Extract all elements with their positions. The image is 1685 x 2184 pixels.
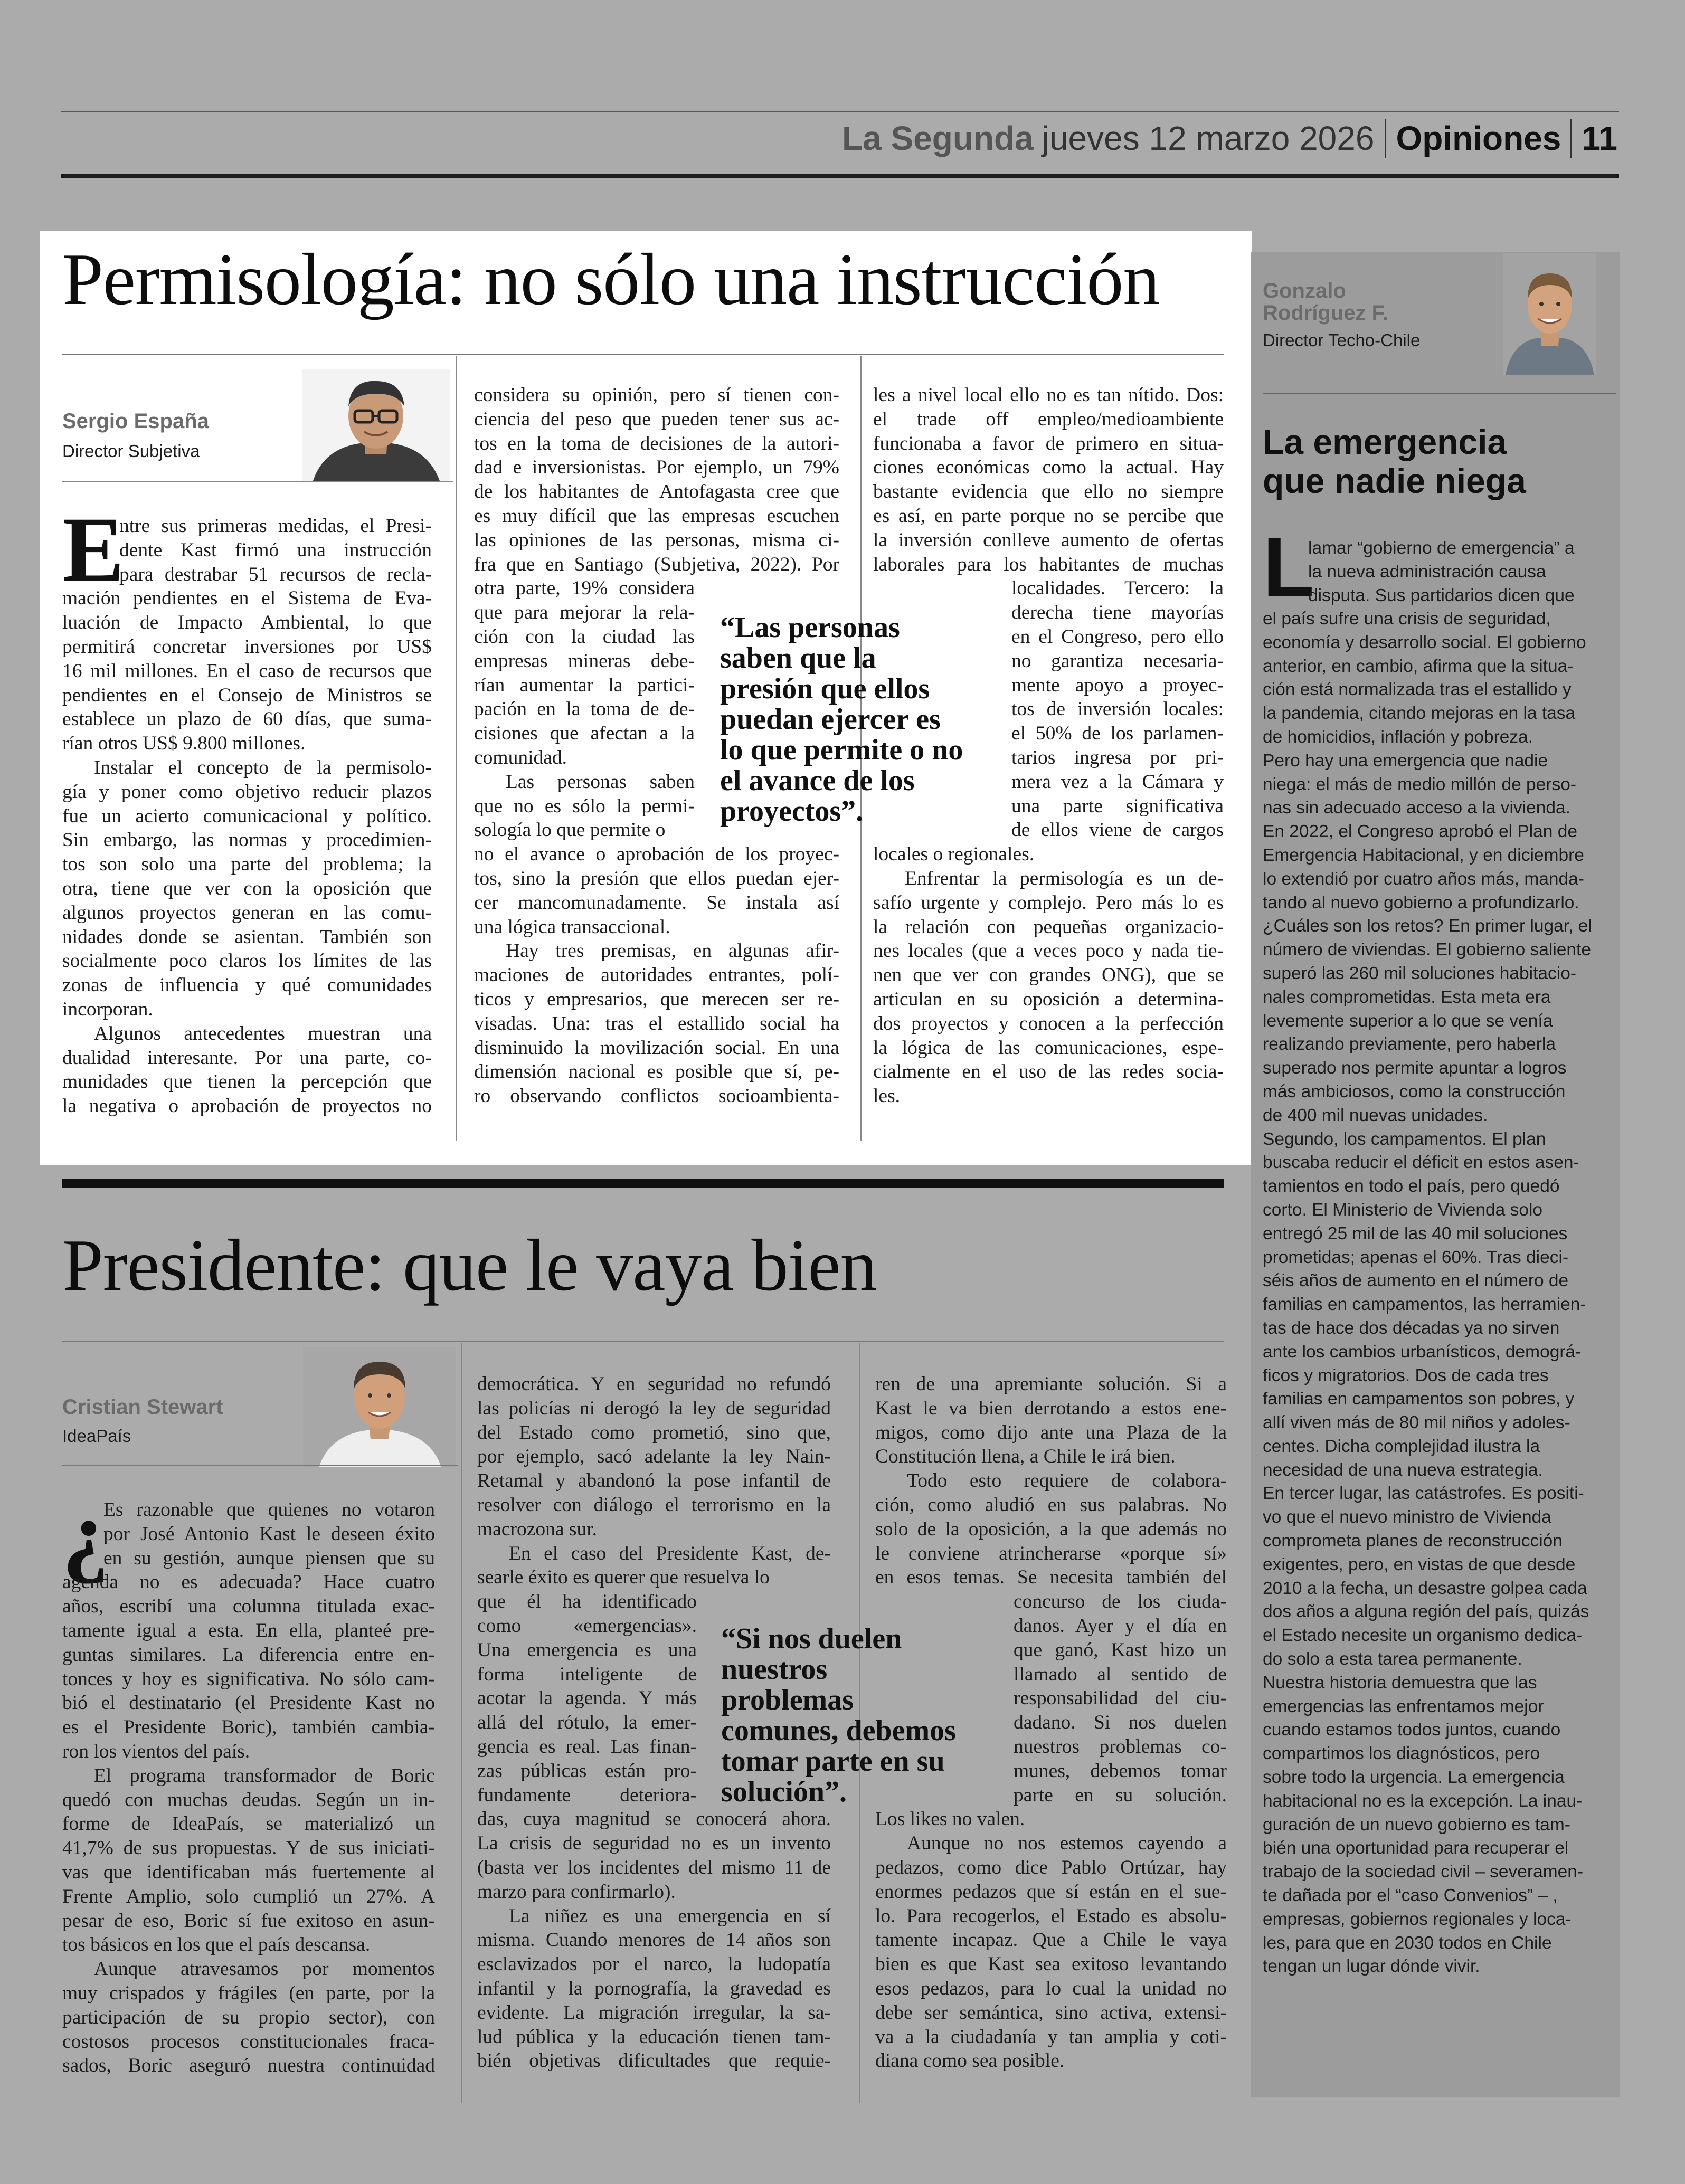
text-line: enormes pedazos que sí están en el sue- (875, 1881, 1227, 1903)
text-line: 2010 a la fecha, un desastre golpea cada (1263, 1578, 1587, 1598)
text-line: fue un acierto comunicacional y político. (62, 805, 432, 827)
text-line: sados, Boric aseguró nuestra continuidad (62, 2055, 435, 2077)
text-line: 16 mil millones. En el caso de recursos que (62, 660, 432, 682)
text-line: entregó 25 mil de las 40 mil soluciones (1263, 1223, 1568, 1243)
article2-dropcap: ¿ (62, 1482, 109, 1585)
text-line: acotar la agenda. Y más (477, 1687, 697, 1710)
text-line: años, escribí una columna titulada exac- (62, 1596, 435, 1618)
text-line: necesidad de una nueva estrategia. (1263, 1460, 1543, 1480)
text-line: En 2022, el Congreso aprobó el Plan de (1263, 822, 1577, 842)
text-line: ficos y migratorios. Dos de cada tres (1263, 1365, 1549, 1385)
text-line: ción con la ciudad las (474, 625, 695, 648)
text-line: misma. Cuando menores de 14 años son (477, 1929, 831, 1951)
text-line: exigentes, pero, en vistas de que desde (1263, 1554, 1576, 1574)
text-line: El programa transformador de Boric (94, 1764, 435, 1787)
article2-headline-rule (62, 1341, 1224, 1342)
text-line: familias en campamentos, las herramien- (1263, 1295, 1586, 1315)
text-line: algunos proyectos generan en las comu- (62, 901, 432, 924)
text-line: participación de su propio sector), con (62, 2006, 435, 2028)
text-line: tos son solo una parte del problema; la (62, 853, 432, 876)
text-line: fundamente deteriora- (477, 1784, 697, 1806)
text-line: ntre sus primeras medidas, el Presi- (119, 515, 432, 537)
text-line: la inversión conlleve aumento de ofertas (873, 529, 1224, 551)
text-line: nidades donde se asientan. También son (62, 926, 432, 948)
text-line: Enfrentar la permisología es un de- (905, 867, 1224, 889)
text-line: el 50% de los parlamen- (1011, 723, 1224, 745)
text-line: tamientos en todo el país, pero quedó (1263, 1176, 1560, 1197)
pullquote-line: nuestros (721, 1653, 828, 1686)
article1-column-1 (62, 498, 432, 1118)
article2-byline-rule (62, 1465, 458, 1466)
text-line: dimensión nacional es posible que sí, pe- (474, 1061, 839, 1083)
masthead-separator (1570, 119, 1572, 158)
pullquote-line: “Las personas (720, 611, 900, 644)
text-line: el país sufre una crisis de seguridad, (1263, 609, 1551, 629)
text-line: empresas, gobiernos regionales y loca- (1263, 1909, 1572, 1929)
sidebar-author-line: Gonzalo (1263, 279, 1346, 302)
text-line: cuando estamos todos juntos, cuando (1263, 1720, 1561, 1740)
text-line: dad e inversionistas. Por ejemplo, un 79% (474, 457, 839, 479)
text-line: evidente. La migración irregular, la sa- (477, 2001, 831, 2024)
text-line: dente Kast firmó una instrucción (119, 539, 432, 561)
text-line: les, para que en 2030 todos en Chile (1263, 1933, 1552, 1953)
article1-column-3 (873, 383, 1224, 1108)
text-line: migos, como dijo ante una Plaza de la (875, 1421, 1227, 1444)
text-line: en esos temas. Se necesita también del (875, 1566, 1227, 1589)
text-line: pedazos, como dice Pablo Ortúzar, hay (875, 1856, 1227, 1878)
text-line: democrática. Y en seguridad no refundó (477, 1373, 831, 1395)
text-line: les a nivel local ello no es tan nítido. Dos: (873, 384, 1224, 406)
text-line: tamente igual a esta. En ella, planteé pre- (62, 1619, 435, 1641)
text-line: es muy difícil que las empresas escuchen (474, 505, 839, 527)
text-line: permitirá concretar inversiones por US$ (62, 635, 432, 658)
text-line: diana como sea posible. (875, 2050, 1065, 2072)
text-line: macrozona sur. (477, 1518, 597, 1540)
text-line: allá del rótulo, la emer- (477, 1712, 697, 1734)
article1-headline-rule (62, 354, 1224, 355)
text-line: tonces y hoy es significativa. No sólo cam- (62, 1668, 435, 1690)
article1-author-photo (302, 369, 450, 482)
pullquote-line: saben que la (720, 642, 876, 675)
text-line: nales comprometidas. Esta meta era (1263, 987, 1551, 1007)
text-line: mación pendientes en el Sistema de Eva- (62, 587, 432, 610)
text-line: bió el destinatario (el Presidente Kast no (62, 1692, 435, 1714)
text-line: responsabilidad del ciu- (1014, 1687, 1227, 1710)
text-line: como «emergencias». (477, 1615, 697, 1637)
text-line: ¿Cuáles son los retos? En primer lugar, el (1263, 916, 1592, 936)
text-line: ticos y empresarios, que merecen ser re- (474, 988, 839, 1010)
text-line: ro observando conflictos socioambienta- (474, 1085, 839, 1107)
text-line: habitacional no es la excepción. La inau- (1263, 1791, 1583, 1811)
text-line: munes, debemos tomar (1014, 1760, 1227, 1782)
text-line: Algunos antecedentes muestran una (94, 1022, 432, 1044)
pullquote-line: problemas (721, 1684, 854, 1716)
text-line: las policías ni derogó la ley de seguridad (477, 1397, 831, 1419)
text-line: maciones de autoridades entrantes, polí- (474, 964, 839, 986)
text-line: corto. El Ministerio de Vivienda solo (1263, 1200, 1543, 1220)
text-line: es así, en parte porque no se percibe que (873, 505, 1224, 527)
masthead-top-rule (61, 111, 1619, 112)
text-line: Nuestra historia demuestra que las (1263, 1673, 1537, 1693)
text-line: séis años de aumento en el número de (1263, 1271, 1569, 1291)
text-line: familias en campamentos son pobres, y (1263, 1389, 1575, 1409)
text-line: número de viviendas. El gobierno saliente (1263, 940, 1591, 960)
text-line: costosos procesos constitucionales fraca- (62, 2030, 435, 2053)
text-line: bién una oportunidad para recuperar el (1263, 1838, 1569, 1858)
text-line: pendientes en el Consejo de Ministros se (62, 684, 432, 706)
text-line: las opiniones de las personas, misma ci- (474, 529, 839, 551)
text-line: Una emergencia es una (477, 1639, 697, 1661)
text-line: sología lo que permite o (474, 819, 666, 841)
text-line: La niñez es una emergencia en sí (509, 1905, 831, 1927)
article1-headline: Permisología: no sólo una instrucción (62, 239, 1160, 320)
text-line: que no es sólo la permi- (474, 795, 695, 817)
text-line: les. (873, 1085, 901, 1107)
text-line: va a la ciudadanía y tan amplia y coti- (875, 2026, 1227, 2048)
text-line: de ellos viene de cargos (1011, 819, 1224, 841)
text-line: la negativa o aprobación de proyectos no (62, 1095, 432, 1117)
text-line: quedó con muchas deudas. Según un in- (62, 1789, 435, 1811)
sidebar-body (1263, 607, 1616, 1979)
text-line: infantil y la pornografía, la gravedad es (477, 1977, 831, 1999)
text-line: funcionaba a favor de primero en situa- (873, 432, 1224, 454)
text-line: no garantiza necesaria- (1011, 650, 1224, 672)
text-line: por José Antonio Kast le deseen éxito (103, 1523, 435, 1545)
masthead (842, 117, 1617, 159)
text-line: le conviene atrincherarse «porque sí» (875, 1542, 1227, 1564)
text-line: gencia es real. Las finan- (477, 1735, 697, 1758)
text-line: tas de hace dos décadas ya no sirven (1263, 1318, 1560, 1338)
text-line: trabajo de la sociedad civil – severamen- (1263, 1862, 1584, 1882)
text-line: safío urgente y complejo. Pero más lo es (873, 891, 1224, 914)
text-line: En tercer lugar, las catástrofes. Es positi- (1263, 1484, 1584, 1504)
text-line: de homicidios, inflación y pobreza. (1263, 727, 1533, 747)
text-line: buscaba reducir el déficit en estos asen- (1263, 1153, 1579, 1173)
text-line: do solo a esta tarea permanente. (1263, 1649, 1522, 1669)
text-line: tengan un lugar dónde vivir. (1263, 1957, 1480, 1977)
text-line: fra que en Santiago (Subjetiva, 2022). Por (474, 553, 839, 575)
text-line: nuestros problemas co- (1014, 1735, 1227, 1758)
text-line: zonas de influencia y qué comunidades (62, 974, 432, 996)
pullquote-line: tomar parte en su (721, 1745, 945, 1778)
text-line: En el caso del Presidente Kast, de- (509, 1542, 831, 1564)
text-line: Aunque atravesamos por momentos (94, 1958, 435, 1980)
article1-byline-rule (62, 481, 453, 482)
article1-author: Sergio España (62, 410, 209, 433)
text-line: el Estado necesite un organismo dedica- (1263, 1626, 1583, 1646)
text-line: ción, como aludió en sus palabras. No (875, 1494, 1227, 1516)
text-line: socialmente poco claros los límites de las (62, 950, 432, 972)
masthead-bottom-rule (61, 174, 1619, 178)
text-line: gía y poner como objetivo reducir plazos (62, 781, 432, 803)
text-line: sobre todo la urgencia. La emergencia (1263, 1768, 1565, 1788)
sidebar-title (1263, 422, 1526, 500)
text-line: lud pública y la educación tienen tam- (477, 2026, 831, 2048)
text-line: es el Presidente Boric), también cambia- (62, 1716, 435, 1739)
text-line: empresas mineras debe- (474, 650, 695, 672)
sidebar-author-photo (1503, 253, 1596, 375)
text-line: Segundo, los campamentos. El plan (1263, 1129, 1546, 1149)
text-line: guración de un nuevo gobierno es tam- (1263, 1815, 1570, 1835)
column-rule (456, 356, 457, 1141)
article2-author: Cristian Stewart (62, 1395, 223, 1419)
text-line: Hay tres premisas, en algunas afir- (506, 940, 839, 962)
text-line: otra parte, 19% considera (474, 577, 695, 600)
text-line: Sin embargo, las normas y procedimien- (62, 829, 432, 851)
text-line: economía y desarrollo social. El gobierno (1263, 632, 1586, 652)
text-line: bién objetivas dificultades que requie- (477, 2050, 831, 2072)
sidebar-title-line: que nadie niega (1263, 461, 1526, 500)
text-line: articulan en su oposición a determina- (873, 988, 1224, 1010)
text-line: cialmente en el uso de las redes socia- (873, 1061, 1224, 1083)
pullquote-line: proyectos”. (720, 795, 864, 828)
text-line: localidades. Tercero: la (1011, 577, 1224, 600)
text-line: en su gestión, aunque piensen que su (103, 1547, 435, 1569)
pullquote-line: presión que ellos (720, 672, 930, 705)
text-line: ante los cambios urbanísticos, demográ- (1263, 1342, 1582, 1362)
text-line: disminuido la movilización social. En una (474, 1037, 839, 1059)
text-line: (basta ver los incidentes del mismo 11 de (477, 1856, 831, 1878)
text-line: centes. Dicha complejidad ilustra la (1263, 1436, 1540, 1456)
text-line: pesar de eso, Boric sí fue exitoso en asun- (62, 1910, 435, 1932)
text-line: luación de Impacto Ambiental, lo que (62, 612, 432, 634)
text-line: esclavizados por el narco, la ludopatía (477, 1953, 831, 1976)
text-line: tarios ingresa por pri- (1011, 746, 1224, 768)
text-line: rían otros US$ 9.800 millones. (62, 733, 306, 755)
column-rule (461, 1343, 462, 2103)
article2-column-1 (62, 1482, 435, 2078)
text-line: incorporan. (62, 998, 153, 1020)
text-line: tos, sino la presión que ellos puedan ejer- (474, 867, 839, 889)
text-line: La crisis de seguridad no es un invento (477, 1832, 831, 1855)
text-line: del Estado como prometió, sino que, (477, 1421, 831, 1444)
article1-author-role: Director Subjetiva (62, 441, 200, 461)
pullquote-line: “Si nos duelen (721, 1622, 902, 1655)
text-line: mente apoyo a proyec- (1011, 674, 1224, 696)
text-line: marzo para confirmarlo). (477, 1881, 676, 1903)
masthead-separator (1385, 119, 1386, 158)
sidebar-author-role: Director Techo-Chile (1263, 330, 1421, 350)
text-line: lamar “gobierno de emergencia” a (1308, 538, 1575, 558)
text-line: más ambiciosos, como la construcción (1263, 1081, 1566, 1102)
text-line: vo que el nuevo ministro de Vivienda (1263, 1507, 1551, 1527)
text-line: locales o regionales. (873, 843, 1035, 866)
text-line: tos básicos en los que el país descansa. (62, 1934, 371, 1956)
text-line: ren de una apremiante solución. Si a (875, 1373, 1227, 1395)
text-line: derecha tiene mayorías (1011, 602, 1224, 624)
text-line: te dañada por el “caso Convenios” – , (1263, 1886, 1558, 1906)
text-line: Los likes no valen. (875, 1808, 1025, 1830)
text-line: vas que identificaban más fuertemente al (62, 1861, 435, 1883)
text-line: no el avance o aprobación de los proyec- (474, 843, 839, 866)
text-line: para destrabar 51 recursos de recla- (119, 563, 432, 585)
text-line: emergencias las enfrentamos mejor (1263, 1696, 1544, 1716)
text-line: niega: el más de medio millón de perso- (1263, 774, 1577, 794)
text-line: bastante evidencia que ello no siempre (873, 481, 1224, 503)
text-line: nen que ver con grandes ONG), que se (873, 964, 1224, 986)
text-line: prometidas; apenas el 60%. Tras dieci- (1263, 1247, 1569, 1267)
text-line: laborales para los habitantes de muchas (873, 553, 1224, 575)
text-line: esos pedazos, para lo cual la unidad no (875, 1977, 1227, 1999)
text-line: Emergencia Habitacional, y en diciembre (1263, 845, 1584, 865)
text-line: parte en su solución. (1014, 1784, 1227, 1806)
text-line: ción está normalizada tras el estallido y (1263, 680, 1572, 700)
text-line: forme de IdeaPaís, se materializó un (62, 1813, 435, 1835)
text-line: la lógica de las comunicaciones, espe- (873, 1037, 1224, 1059)
text-line: dualidad interesante. Por una parte, co- (62, 1047, 432, 1069)
text-line: rían aumentar la partici- (474, 674, 695, 696)
text-line: superó las 260 mil soluciones habitacio- (1263, 963, 1577, 983)
text-line: 41,7% de sus propuestas. Y de sus iniciati- (62, 1837, 435, 1859)
text-line: realizando previamente, pero haberla (1263, 1034, 1556, 1055)
text-line: tamente incapaz. Que a Chile le vaya (875, 1929, 1227, 1951)
text-line: Las personas saben (506, 771, 695, 793)
pullquote-line: el avance de los (720, 764, 915, 797)
text-line: ron los vientos del país. (62, 1740, 250, 1762)
text-line: nes locales (que a veces poco y nada tie- (873, 940, 1224, 962)
text-line: la pandemia, citando mejoras en la tasa (1263, 704, 1576, 724)
text-line: nas sin adecuado acceso a la vivienda. (1263, 798, 1570, 818)
page-number: 11 (1582, 119, 1617, 157)
text-line: mera vez a la Cámara y (1011, 771, 1224, 793)
text-line: el trade off empleo/medioambiente (873, 408, 1224, 430)
text-line: forma inteligente de (477, 1663, 697, 1685)
text-line: anterior, en cambio, afirma que la situa- (1263, 656, 1574, 676)
text-line: de los habitantes de Antofagasta cree que (474, 481, 839, 503)
text-line: Aunque no nos estemos cayendo a (907, 1832, 1227, 1855)
text-line: superado nos permite apuntar a logros (1263, 1058, 1567, 1078)
sidebar-dropcap-lines (1308, 537, 1616, 607)
text-line: comprometa planes de reconstrucción (1263, 1531, 1563, 1551)
text-line: Es razonable que quienes no votaron (103, 1499, 435, 1521)
newspaper-name: La Segunda (842, 119, 1034, 157)
text-line: concurso de los ciuda- (1014, 1591, 1227, 1613)
text-line: lo extendió por cuatro años más, manda- (1263, 869, 1584, 889)
text-line: Constitución llena, a Chile le irá bien. (875, 1446, 1176, 1468)
text-line: danos. Ayer y el día en (1014, 1615, 1227, 1637)
text-line: dadano. Si nos duelen (1014, 1712, 1227, 1734)
text-line: das, cuya magnitud se conocerá ahora. (477, 1808, 831, 1830)
text-line: de 400 mil nuevas unidades. (1263, 1105, 1488, 1125)
text-line: ciencia del peso que pueden tener sus ac- (474, 408, 839, 430)
text-line: que para mejorar la rela- (474, 602, 695, 624)
pullquote-line: puedan ejercer es (720, 703, 941, 736)
text-line: ciones económicas como la actual. Hay (873, 457, 1224, 479)
text-line: en el Congreso, pero ello (1011, 625, 1224, 648)
text-line: solo de la oposición, a la que además no (875, 1518, 1227, 1540)
text-line: Frente Amplio, solo cumplió un 27%. A (62, 1885, 435, 1907)
text-line: zas públicas están pro- (477, 1760, 697, 1782)
text-line: muy crispados y frágiles (en parte, por la (62, 1982, 435, 2004)
text-line: tando al nuevo gobierno a profundizarlo. (1263, 892, 1579, 913)
text-line: resolver con diálogo el terrorismo en la (477, 1494, 831, 1516)
text-line: debe ser semántica, sino activa, extensi- (875, 2001, 1227, 2024)
text-line: cer mancomunadamente. Se instala así (474, 891, 839, 914)
text-line: una parte significativa (1011, 795, 1224, 817)
sidebar-title-line: La emergencia (1263, 422, 1507, 461)
text-line: Retamal y abandonó la pose infantil de (477, 1470, 831, 1492)
text-line: agenda no es adecuada? Hace cuatro (62, 1571, 435, 1593)
text-line: que él ha identificado (477, 1591, 697, 1613)
text-line: guntas similares. La diferencia entre en- (62, 1644, 435, 1666)
pullquote-line: comunes, debemos (721, 1714, 956, 1747)
section-name: Opiniones (1396, 119, 1561, 157)
text-line: considera su opinión, pero sí tienen con- (474, 384, 839, 406)
sidebar-dropcap: L (1263, 520, 1314, 614)
text-line: cisiones que afectan a la (474, 723, 695, 745)
text-line: la relación con pequeñas organizacio- (873, 916, 1224, 938)
sidebar-author (1263, 280, 1388, 324)
text-line: Instalar el concepto de la permisolo- (94, 756, 432, 778)
text-line: compartimos los diagnósticos, pero (1263, 1744, 1540, 1764)
text-line: searle éxito es querer que resuelva lo (477, 1566, 770, 1589)
text-line: otra, tiene que ver con la oposición que (62, 877, 432, 899)
article2-column-3 (875, 1372, 1227, 2073)
text-line: comunidad. (474, 746, 567, 768)
text-line: una lógica transaccional. (474, 916, 670, 938)
text-line: tos en la toma de decisiones de la autori- (474, 432, 839, 454)
text-line: bien es que Kast sea exitoso levantando (875, 1953, 1227, 1976)
text-line: lo. Para recogerlos, el Estado es absolu- (875, 1905, 1227, 1927)
text-line: levemente superior a lo que se venía (1263, 1011, 1553, 1031)
pullquote-line: lo que permite o no (720, 734, 963, 766)
text-line: Todo esto requiere de colabora- (907, 1470, 1227, 1492)
issue-date: jueves 12 marzo 2026 (1042, 119, 1375, 157)
article2-headline: Presidente: que le vaya bien (62, 1224, 877, 1306)
text-line: Kast le va bien derrotando a estos ene- (875, 1397, 1227, 1419)
text-line: dos proyectos y conocen a la perfección (873, 1012, 1224, 1034)
text-line: llamado al sentido de (1014, 1663, 1227, 1685)
text-line: Pero hay una emergencia que nadie (1263, 751, 1548, 771)
sidebar-byline-rule (1263, 393, 1616, 394)
text-line: establece un plazo de 60 días, que suma- (62, 708, 432, 730)
text-line: allí viven más de 80 mil niños y adoles- (1263, 1413, 1570, 1433)
text-line: tos de inversión locales: (1011, 698, 1224, 720)
pullquote-line: solución”. (721, 1775, 847, 1808)
article-divider-rule (62, 1179, 1224, 1188)
article2-author-photo (303, 1347, 456, 1467)
text-line: visadas. Una: tras el estallido social ha (474, 1012, 839, 1034)
text-line: munidades que tienen la percepción que (62, 1071, 432, 1093)
text-line: la nueva administración causa (1308, 562, 1546, 582)
text-line: que ganó, Kast hizo un (1014, 1639, 1227, 1661)
text-line: pación en la toma de de- (474, 698, 695, 720)
sidebar-author-line: Rodríguez F. (1263, 301, 1388, 325)
article1-dropcap: E (62, 498, 125, 601)
article2-author-role: IdeaPaís (62, 1426, 131, 1446)
text-line: disputa. Sus partidarios dicen que (1308, 585, 1575, 605)
text-line: dos años a alguna región del país, quizás (1263, 1602, 1589, 1622)
text-line: por ejemplo, sacó adelante la ley Nain- (477, 1446, 831, 1468)
